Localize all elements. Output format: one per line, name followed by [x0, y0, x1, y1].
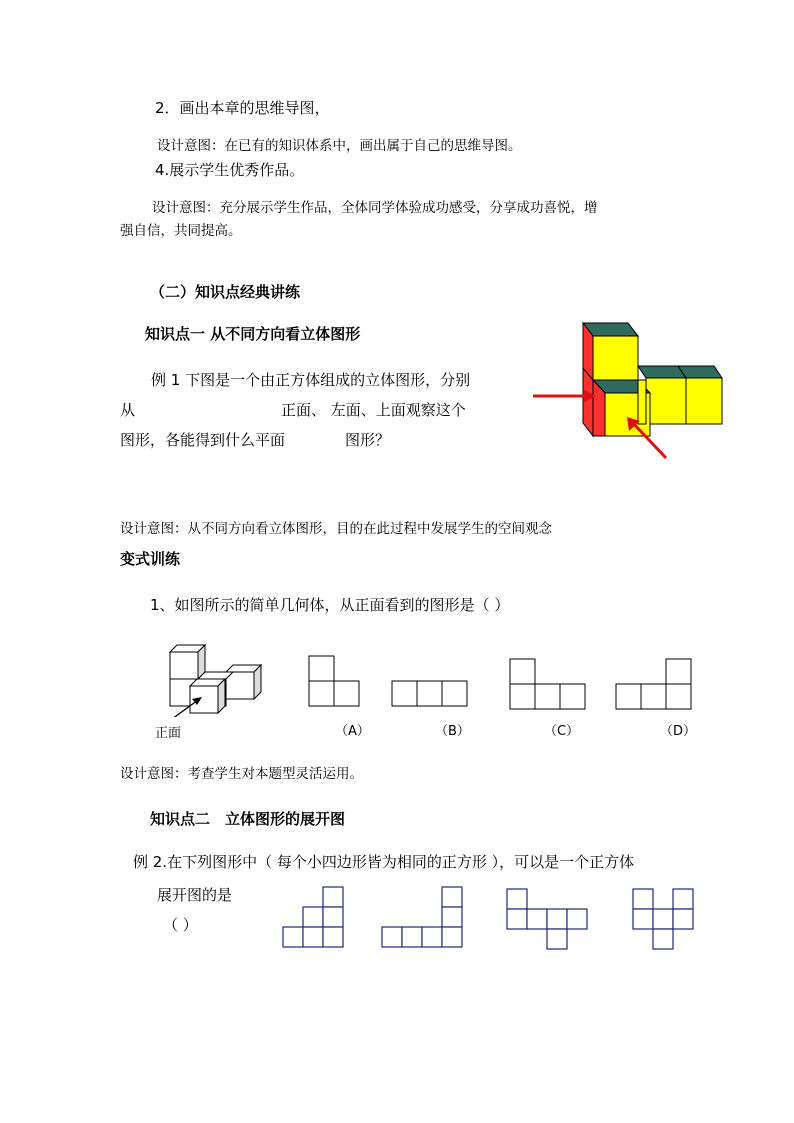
option-d-figure — [615, 658, 695, 711]
cube-solid-figure — [528, 318, 728, 468]
option-b-figure — [391, 680, 471, 708]
design-intent-4: 设计意图：考查学生对本题型灵活运用。 — [120, 766, 363, 782]
option-a-figure — [308, 655, 363, 707]
example-1-line1: 例 1 下图是一个由正方体组成的立体图形，分别 — [151, 371, 471, 389]
front-label: 正面 — [155, 726, 182, 741]
point-2-title: 知识点二 立体图形的展开图 — [150, 810, 346, 828]
net-4-figure — [631, 887, 697, 953]
net-2-figure — [380, 886, 466, 948]
example-2-line1: 例 2.在下列图形中（ 每个小四边形皆为相同的正方形 ），可以是一个正方体 — [133, 853, 635, 871]
example-1-from: 从 — [120, 401, 136, 419]
option-c-figure — [509, 658, 589, 711]
cube-front-face — [646, 378, 686, 424]
cube-top-face — [678, 366, 722, 378]
example-1-line3a: 图形，各能得到什么平面 — [120, 431, 286, 449]
variant-solid-figure — [150, 642, 265, 717]
option-a-label: （A） — [335, 724, 370, 739]
design-intent-2-line2: 强自信，共同提高。 — [120, 223, 242, 239]
section-heading: （二）知识点经典讲练 — [150, 283, 301, 301]
point-1-title: 知识点一 从不同方向看立体图形 — [145, 325, 361, 343]
example-1-line2: 正面、 左面、上面观察这个 — [281, 401, 466, 419]
item-4: 4.展示学生优秀作品。 — [155, 161, 305, 179]
option-d-label: （D） — [660, 724, 697, 739]
net-1-figure — [281, 886, 346, 948]
net-3-figure — [505, 887, 591, 951]
example-2-line2: 展开图的是 — [157, 886, 233, 904]
variant-heading: 变式训练 — [120, 550, 181, 568]
answer-blank: （ ） — [163, 916, 198, 934]
example-1-line3b: 图形？ — [345, 431, 391, 449]
option-b-label: （B） — [435, 724, 470, 739]
item-2: 2．画出本章的思维导图， — [155, 99, 330, 117]
variant-question: 1、如图所示的简单几何体，从正面看到的图形是（ ） — [150, 596, 510, 614]
option-c-label: （C） — [544, 724, 580, 739]
cube-front-face — [593, 336, 638, 380]
cube-side-face — [583, 368, 593, 436]
cube-front-face — [686, 378, 722, 424]
design-intent-1: 设计意图：在已有的知识体系中，画出属于自己的思维导图。 — [157, 138, 522, 154]
design-intent-3: 设计意图：从不同方向看立体图形，目的在此过程中发展学生的空间观念 — [120, 521, 552, 537]
design-intent-2-line1: 设计意图：充分展示学生作品，全体同学体验成功感受，分享成功喜悦，增 — [152, 200, 598, 216]
